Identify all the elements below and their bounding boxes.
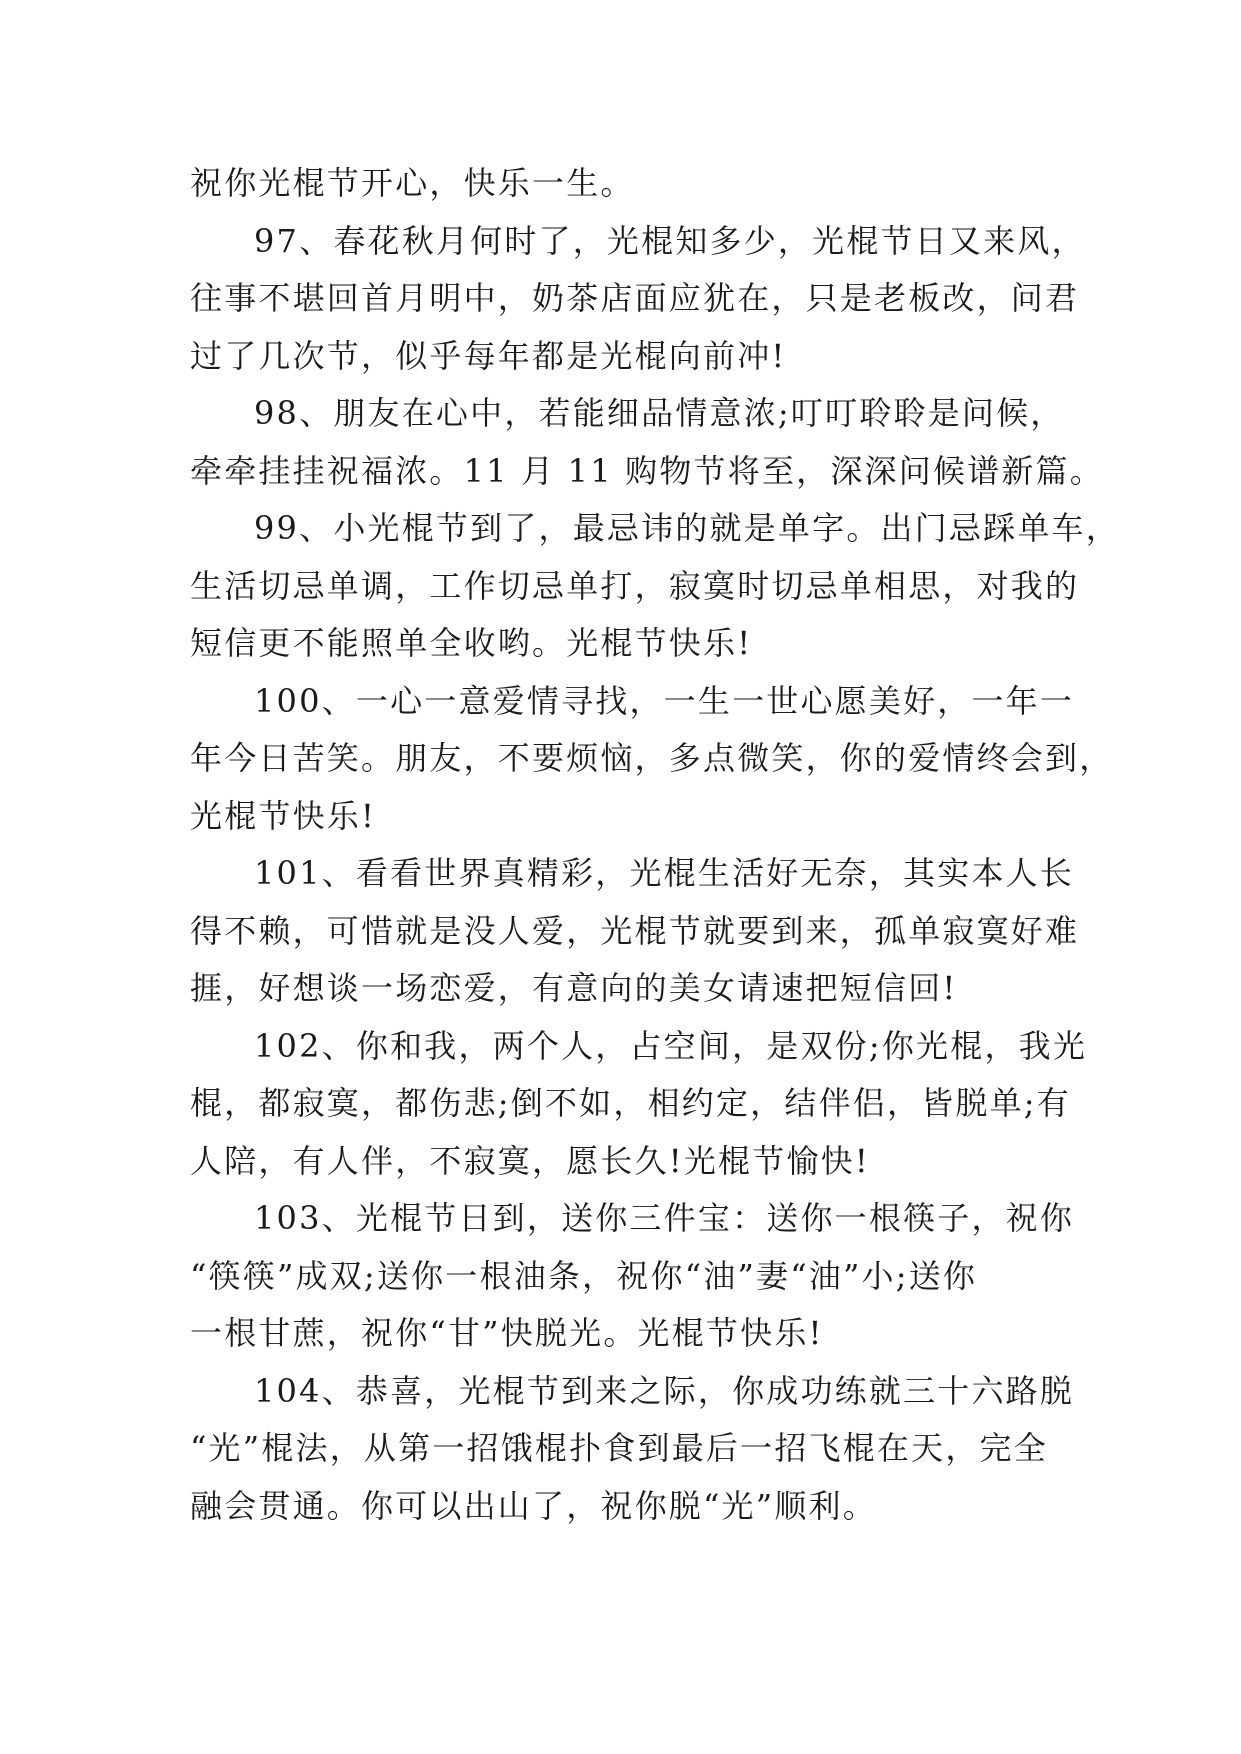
text-line: 过了几次节，似乎每年都是光棍向前冲! — [190, 336, 787, 375]
text-line: 融会贯通。你可以出山了，祝你脱“光”顺利。 — [190, 1486, 877, 1525]
text-line: 99、小光棍节到了，最忌讳的就是单字。出门忌踩单车， — [254, 509, 1120, 547]
document-body — [190, 155, 1120, 1535]
text-line: 短信更不能照单全收哟。光棍节快乐! — [190, 624, 753, 662]
text-line: 捱，好想谈一场恋爱，有意向的美女请速把短信回! — [190, 969, 958, 1007]
paragraph-101 — [190, 845, 1080, 1018]
paragraph-99 — [190, 500, 1120, 673]
text-line: 牵牵挂挂祝福浓。11 月 11 购物节将至，深深问候谱新篇。 — [190, 451, 1104, 490]
text-line: 得不赖，可惜就是没人爱，光棍节就要到来，孤单寂寞好难 — [190, 911, 1080, 950]
paragraph-97 — [190, 213, 1086, 386]
text-line: 97、春花秋月何时了，光棍知多少，光棍节日又来风， — [254, 221, 1086, 260]
text-line: 生活切忌单调，工作切忌单打，寂寞时切忌单相思，对我的 — [190, 566, 1080, 605]
text-line: 100、一心一意爱情寻找，一生一世心愿美好，一年一 — [254, 681, 1075, 720]
text-line: 年今日苦笑。朋友，不要烦恼，多点微笑，你的爱情终会到， — [190, 739, 1114, 777]
text-line: 101、看看世界真精彩，光棍生活好无奈，其实本人长 — [254, 854, 1075, 892]
paragraph-continuation — [190, 155, 1050, 213]
text-line: 人陪，有人伴，不寂寞，愿长久!光棍节愉快! — [190, 1141, 870, 1180]
paragraph-98 — [190, 385, 1104, 500]
text-line: 98、朋友在心中，若能细品情意浓;叮叮聆聆是问候， — [254, 394, 1065, 432]
text-line: 102、你和我，两个人，占空间，是双份;你光棍，我光 — [254, 1026, 1088, 1065]
text-line: 104、恭喜，光棍节到来之际，你成功练就三十六路脱 — [254, 1371, 1075, 1410]
text-line: 一根甘蔗，祝你“甘”快脱光。光棍节快乐! — [190, 1314, 824, 1352]
paragraph-103 — [190, 1190, 1075, 1363]
text-line: 103、光棍节日到，送你三件宝：送你一根筷子，祝你 — [254, 1199, 1075, 1237]
text-line: 祝你光棍节开心，快乐一生。 — [190, 164, 635, 202]
paragraph-102 — [190, 1018, 1088, 1191]
text-line: “光”棍法，从第一招饿棍扑食到最后一招飞棍在天，完全 — [190, 1429, 1048, 1467]
paragraph-100 — [190, 673, 1114, 846]
paragraph-104 — [190, 1363, 1075, 1536]
text-line: 棍，都寂寞，都伤悲;倒不如，相约定，结伴侣，皆脱单;有 — [190, 1084, 1071, 1122]
text-line: 往事不堪回首月明中，奶茶店面应犹在，只是老板改，问君 — [190, 279, 1080, 317]
text-line: “筷筷”成双;送你一根油条，祝你“油”妻“油”小;送你 — [190, 1256, 978, 1295]
text-line: 光棍节快乐! — [190, 796, 377, 835]
